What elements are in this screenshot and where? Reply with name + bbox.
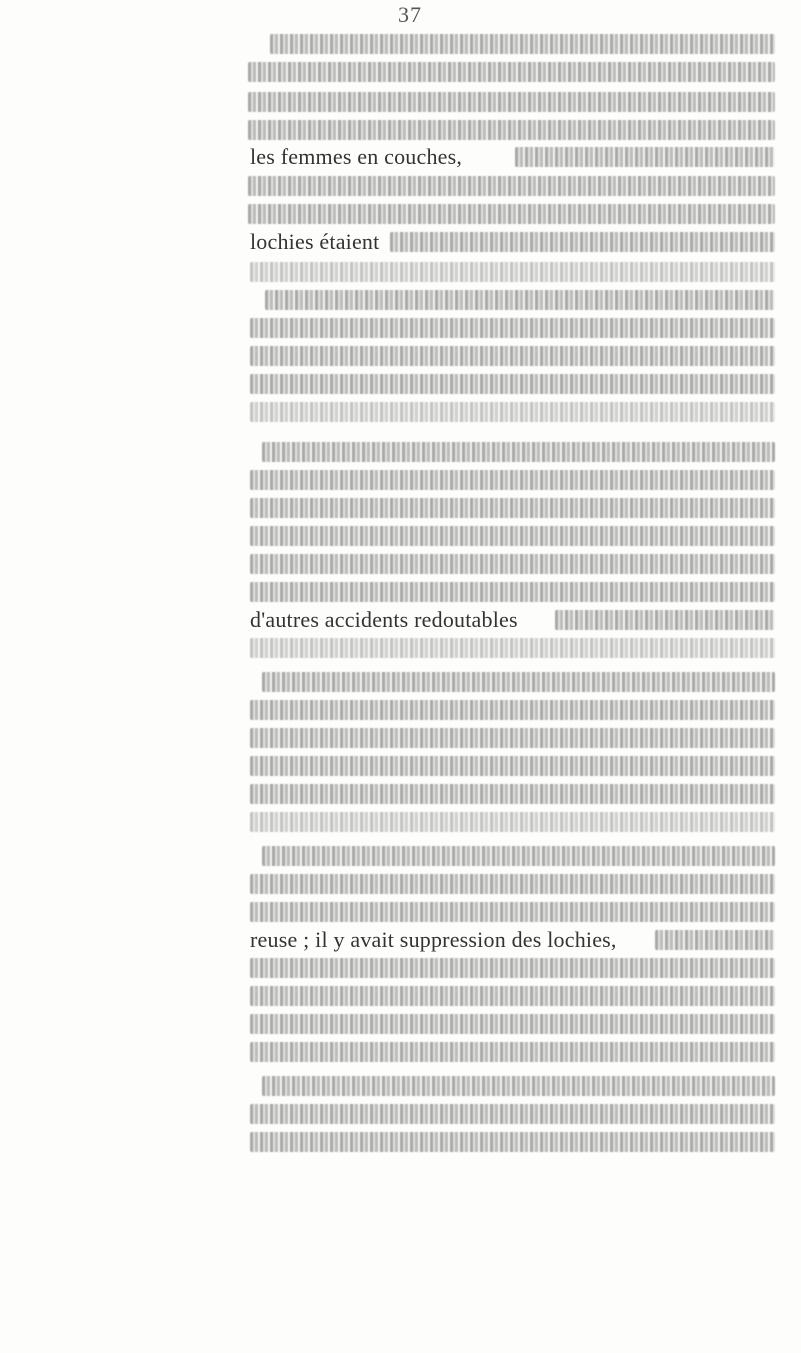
illegible-line bbox=[515, 147, 775, 167]
illegible-line bbox=[248, 62, 775, 82]
illegible-line bbox=[250, 728, 775, 748]
illegible-line bbox=[250, 756, 775, 776]
illegible-line bbox=[250, 346, 775, 366]
illegible-line bbox=[262, 846, 775, 866]
illegible-line bbox=[248, 176, 775, 196]
illegible-line bbox=[655, 930, 775, 950]
illegible-line bbox=[250, 812, 775, 832]
illegible-line bbox=[250, 902, 775, 922]
illegible-line bbox=[262, 672, 775, 692]
illegible-line bbox=[250, 1132, 775, 1152]
illegible-line bbox=[250, 470, 775, 490]
illegible-line bbox=[270, 34, 775, 54]
illegible-line bbox=[250, 402, 775, 422]
illegible-line bbox=[250, 318, 775, 338]
illegible-line bbox=[250, 874, 775, 894]
illegible-line bbox=[390, 232, 775, 252]
illegible-line bbox=[250, 986, 775, 1006]
illegible-line bbox=[248, 204, 775, 224]
illegible-line bbox=[250, 262, 775, 282]
illegible-line bbox=[250, 638, 775, 658]
text-line: reuse ; il y avait suppression des lochies, bbox=[250, 927, 617, 952]
illegible-line bbox=[250, 374, 775, 394]
illegible-line bbox=[262, 1076, 775, 1096]
illegible-line bbox=[250, 700, 775, 720]
illegible-line bbox=[250, 554, 775, 574]
page-number: 37 bbox=[398, 2, 422, 27]
illegible-line bbox=[555, 610, 775, 630]
illegible-line bbox=[262, 442, 775, 462]
illegible-line bbox=[265, 290, 775, 310]
illegible-line bbox=[250, 526, 775, 546]
text-line: les femmes en couches, bbox=[250, 144, 463, 169]
illegible-line bbox=[250, 784, 775, 804]
illegible-line bbox=[250, 958, 775, 978]
text-line: d'autres accidents redoutables bbox=[250, 607, 518, 632]
illegible-line bbox=[248, 120, 775, 140]
illegible-line bbox=[250, 582, 775, 602]
illegible-line bbox=[248, 92, 775, 112]
illegible-line bbox=[250, 1042, 775, 1062]
text-line: lochies étaient bbox=[250, 229, 380, 254]
illegible-line bbox=[250, 498, 775, 518]
illegible-line bbox=[250, 1014, 775, 1034]
illegible-line bbox=[250, 1104, 775, 1124]
